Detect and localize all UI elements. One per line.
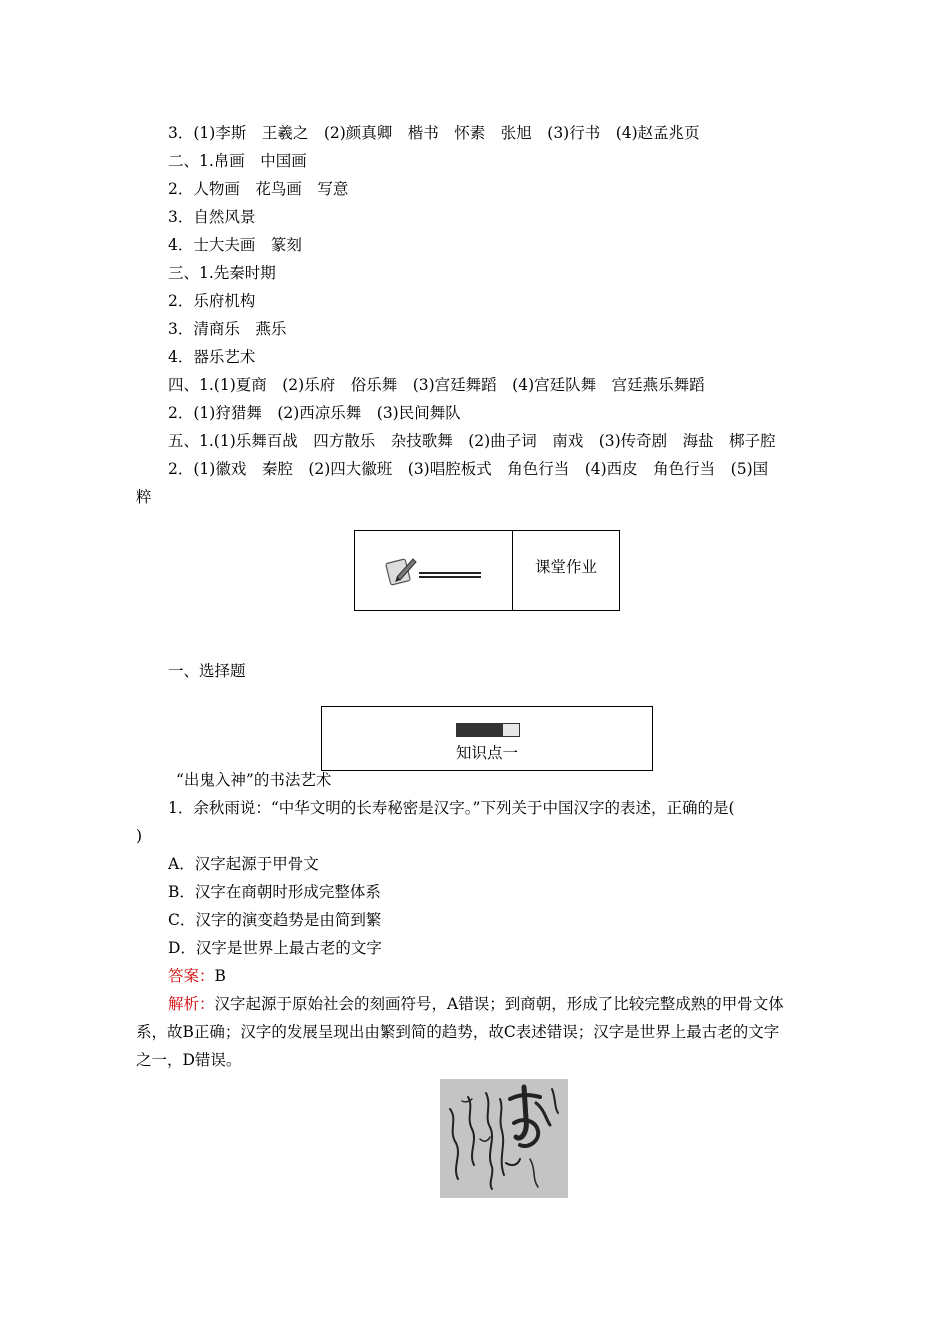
analysis-row-1 — [168, 994, 784, 1014]
analysis-row-3: 之一，D错误。 — [136, 1051, 242, 1069]
question-stem-wrap: ) — [136, 827, 143, 845]
answer-line-8: 3．清商乐 燕乐 — [168, 320, 287, 338]
question-stem: 1．余秋雨说：“中华文明的长寿秘密是汉字。”下列关于中国汉字的表述，正确的是( — [168, 799, 735, 817]
answer-line-4: 3．自然风景 — [168, 208, 256, 226]
answer-line-7: 2．乐府机构 — [168, 292, 256, 310]
answer-line-2: 二、1.帛画 中国画 — [168, 152, 307, 170]
analysis-text-1: 汉字起源于原始社会的刻画符号，A错误；到商朝，形成了比较完整成熟的甲骨文体 — [214, 995, 784, 1013]
section-title: 一、选择题 — [168, 662, 246, 680]
answer-line-11: 2．(1)狩猎舞 (2)西凉乐舞 (3)民间舞队 — [168, 404, 461, 422]
homework-title: 课堂作业 — [534, 558, 597, 576]
answer-line-12: 五、1.(1)乐舞百战 四方散乐 杂技歌舞 (2)曲子词 南戏 (3)传奇剧 海盐 梆子腔 — [168, 432, 776, 450]
answer-line-13-wrap: 粹 — [136, 488, 152, 506]
homework-header-box — [354, 530, 620, 611]
calligraphy-image — [440, 1079, 568, 1198]
analysis-label: 解析： — [168, 995, 215, 1013]
answer-line-6: 三、1.先秦时期 — [168, 264, 276, 282]
option-d: D．汉字是世界上最古老的文字 — [168, 939, 382, 957]
answer-line-5: 4．士大夫画 篆刻 — [168, 236, 302, 254]
answer-label: 答案： — [168, 967, 215, 985]
answer-line-3: 2．人物画 花鸟画 写意 — [168, 180, 349, 198]
header-decorative-bars — [419, 572, 481, 580]
answer-line-9: 4．器乐艺术 — [168, 348, 256, 366]
answer-row — [168, 966, 226, 986]
answer-value: B — [214, 967, 226, 985]
knowledge-point-bar — [456, 723, 520, 737]
topic-title: “出鬼入神”的书法艺术 — [176, 771, 332, 789]
answer-line-1: 3．(1)李斯 王羲之 (2)颜真卿 楷书 怀素 张旭 (3)行书 (4)赵孟兆页 — [168, 124, 700, 142]
answer-line-10: 四、1.(1)夏商 (2)乐府 俗乐舞 (3)宫廷舞蹈 (4)宫廷队舞 宫廷燕乐舞蹈 — [168, 376, 705, 394]
knowledge-point-box — [321, 706, 653, 771]
knowledge-point-title: 知识点一 — [455, 744, 518, 762]
option-c: C．汉字的演变趋势是由简到繁 — [168, 911, 382, 929]
pen-paper-icon — [385, 555, 419, 591]
analysis-row-2: 系，故B正确；汉字的发展呈现出由繁到简的趋势，故C表述错误；汉字是世界上最古老的文字 — [136, 1023, 780, 1041]
answer-line-13: 2．(1)徽戏 秦腔 (2)四大徽班 (3)唱腔板式 角色行当 (4)西皮 角色行当 (5)国 — [168, 460, 769, 478]
option-a: A．汉字起源于甲骨文 — [168, 855, 319, 873]
option-b: B．汉字在商朝时形成完整体系 — [168, 883, 381, 901]
